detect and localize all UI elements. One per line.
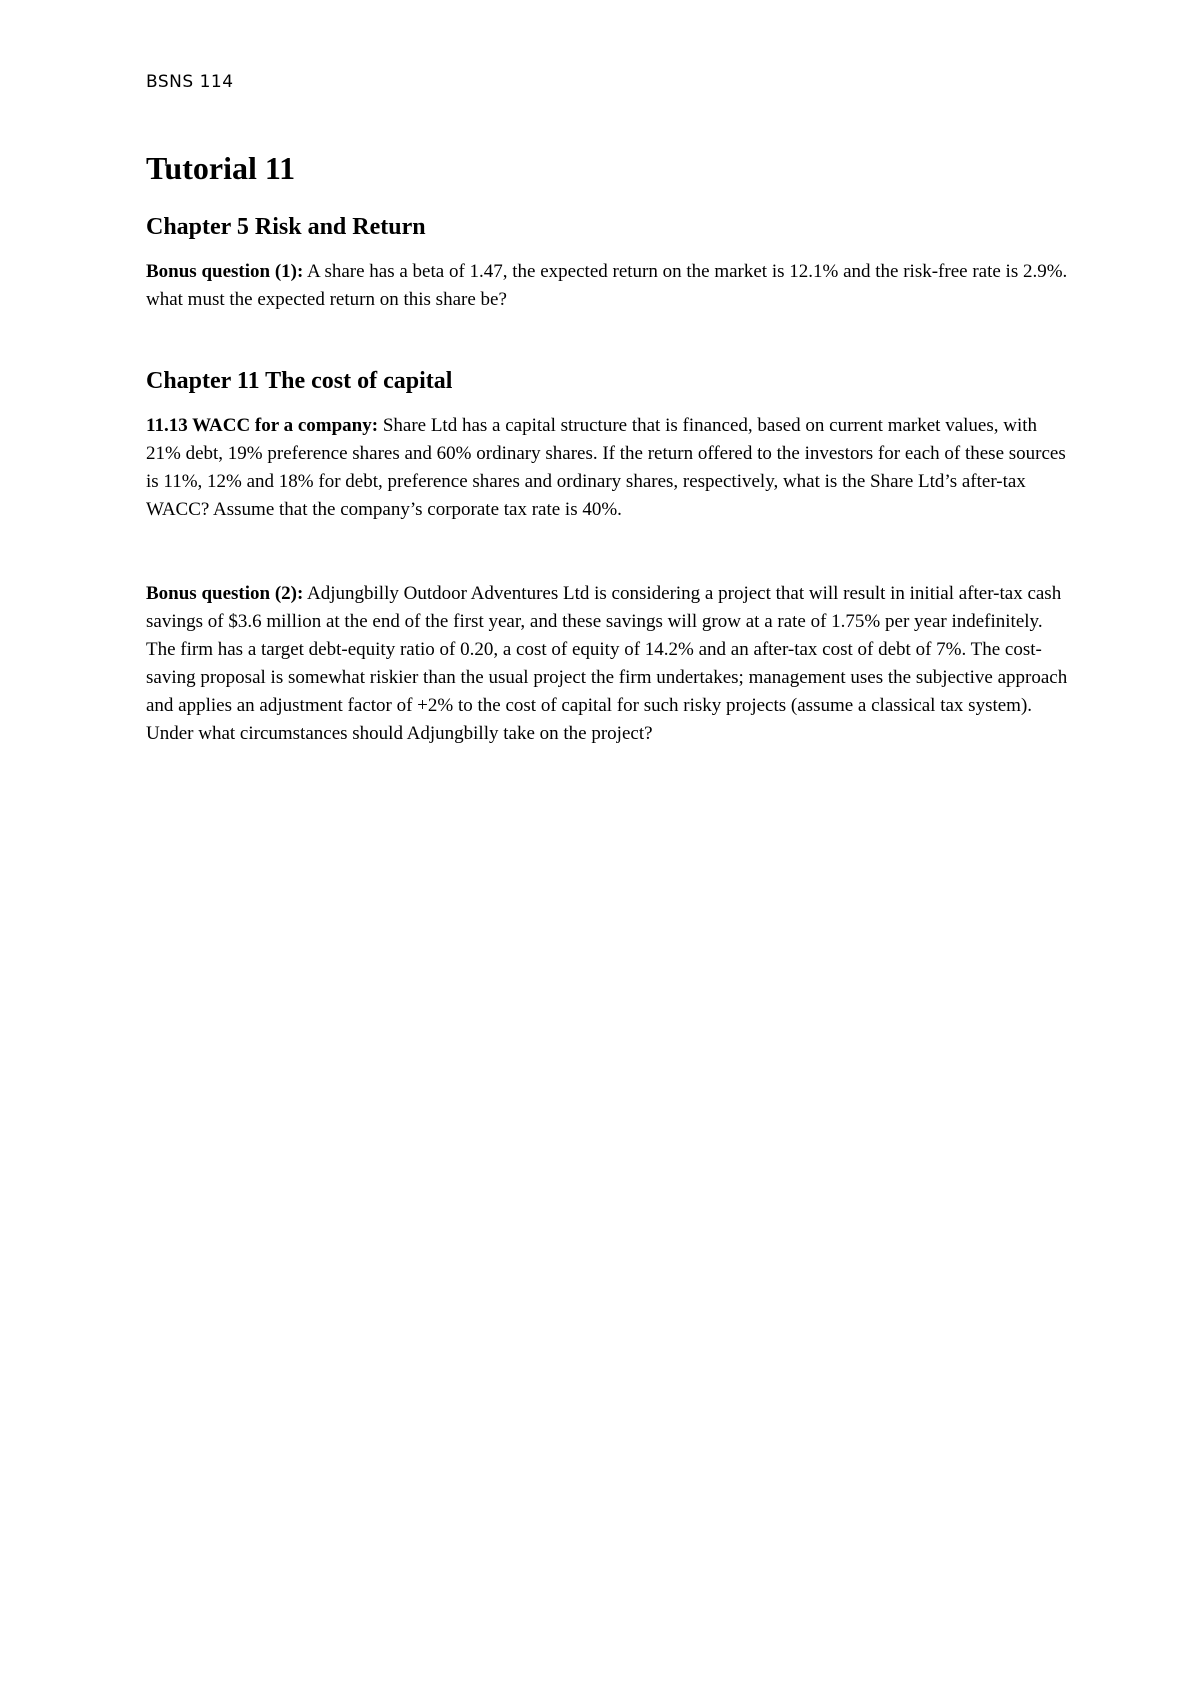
chapter-11-heading: Chapter 11 The cost of capital (146, 368, 453, 394)
bonus-question-1-text: A share has a beta of 1.47, the expected return on the market is 12.1% and the risk-free rate is 2.9%. what must the expected return on this share be? (146, 261, 1068, 310)
question-11-13-label: 11.13 WACC for a company: (146, 415, 379, 436)
bonus-question-1 (146, 258, 1076, 314)
question-11-13-text: Share Ltd has a capital structure that is financed, based on current market values, with 21% debt, 19% preference shares and 60% ordinary shares. If the return offered to the investors for each of these sources is 11%, 12% and 18% for debt, preference shares and ordinary shares, respectively, what is the Share Ltd’s after-tax WACC? Assume that the company’s corporate tax rate is 40%. (146, 415, 1066, 520)
page-title: Tutorial 11 (146, 150, 296, 186)
question-11-13 (146, 412, 1076, 524)
bonus-question-2-text: Adjungbilly Outdoor Adventures Ltd is considering a project that will result in initial after-tax cash savings of $3.6 million at the end of the first year, and these savings will grow at a rate of 1.75% per year indefinitely. The firm has a target debt-equity ratio of 0.20, a cost of equity of 14.2% and an after-tax cost of debt of 7%. The cost-saving proposal is somewhat riskier than the usual project the firm undertakes; management uses the subjective approach and applies an adjustment factor of +2% to the cost of capital for such risky projects (assume a classical tax system). Under what circumstances should Adjungbilly take on the project? (146, 583, 1068, 744)
bonus-question-2-label: Bonus question (2): (146, 583, 304, 604)
chapter-5-heading: Chapter 5 Risk and Return (146, 214, 426, 240)
bonus-question-1-label: Bonus question (1): (146, 261, 304, 282)
bonus-question-2 (146, 580, 1076, 748)
document-body (146, 140, 1076, 748)
course-code-header: BSNS 114 (146, 72, 234, 92)
